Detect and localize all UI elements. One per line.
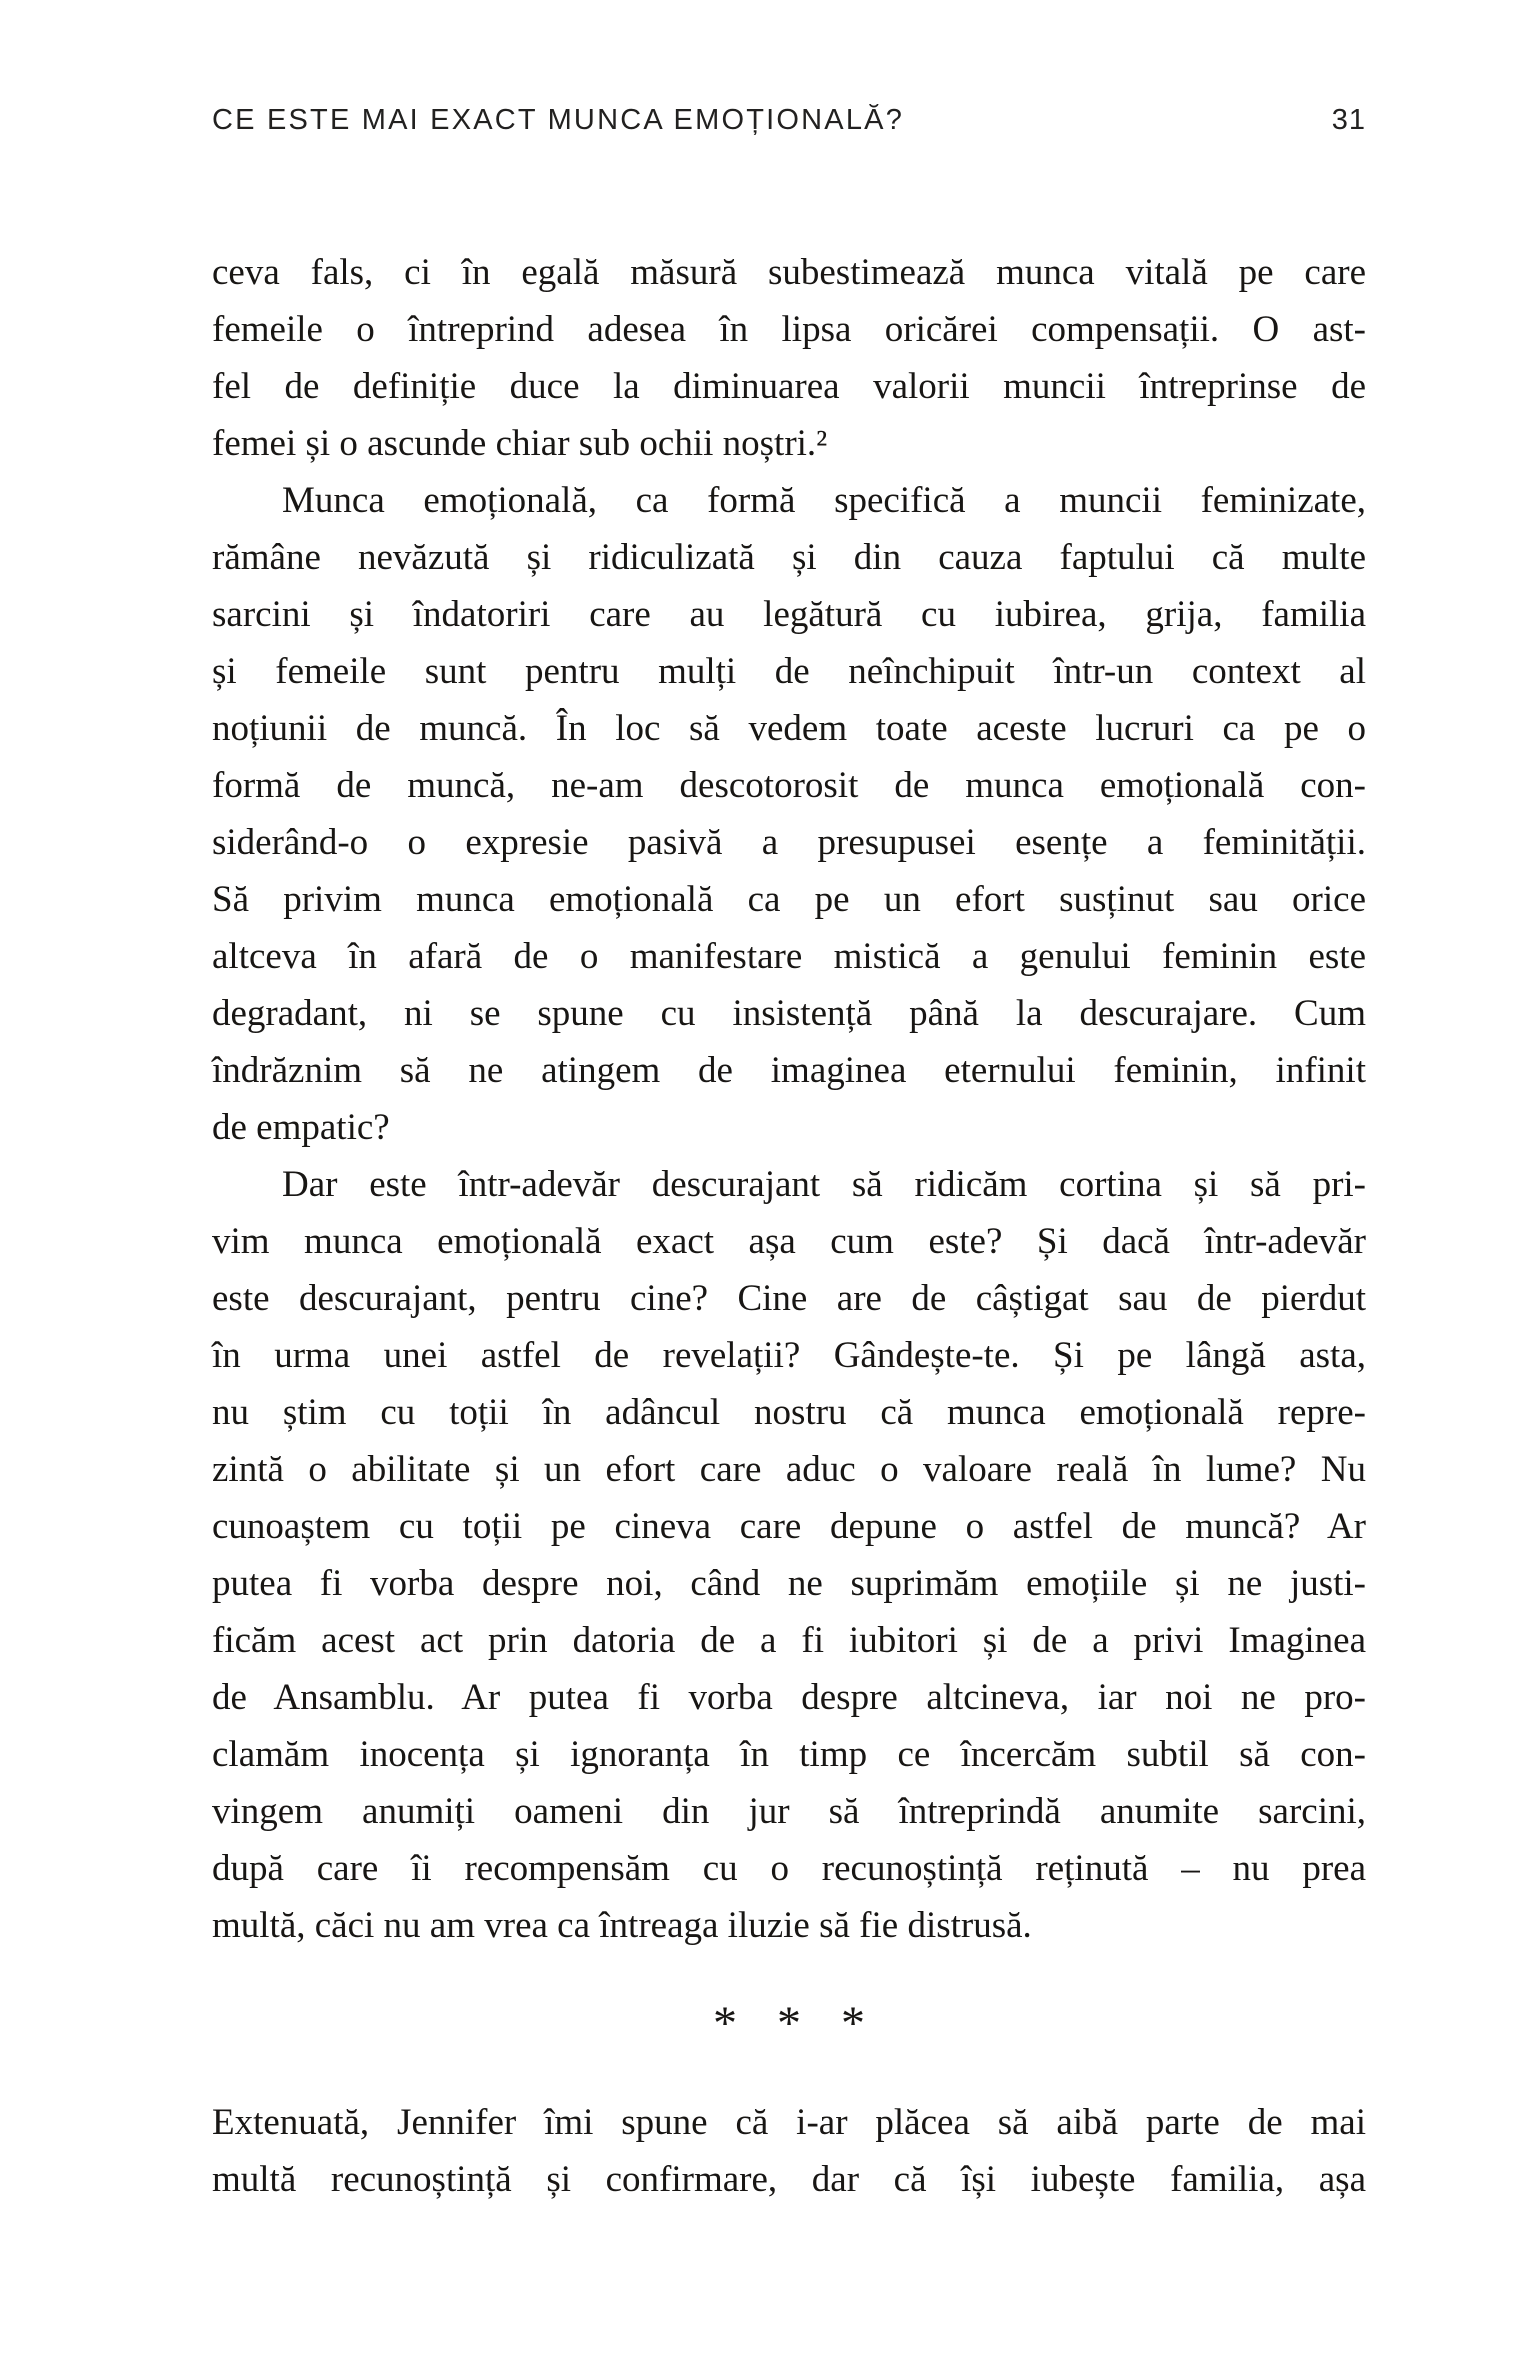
text-line: îndrăznim să ne atingem de imaginea eternului feminin, infinit xyxy=(212,1050,1366,1091)
text-line: degradant, ni se spune cu insistență până la descurajare. Cum xyxy=(212,993,1366,1034)
text-line: Să privim munca emoțională ca pe un efort susținut sau orice xyxy=(212,879,1366,920)
text-line: de empatic? xyxy=(212,1107,390,1148)
text-line: vingem anumiți oameni din jur să întreprindă anumite sarcini, xyxy=(212,1791,1366,1832)
text-line: ceva fals, ci în egală măsură subestimează munca vitală pe care xyxy=(212,252,1366,293)
text-line: altceva în afară de o manifestare mistică a genului feminin este xyxy=(212,936,1366,977)
text-line: de Ansamblu. Ar putea fi vorba despre altcineva, iar noi ne pro- xyxy=(212,1677,1366,1718)
text-line: și femeile sunt pentru mulți de neînchipuit într-un context al xyxy=(212,651,1366,692)
text-line: rămâne nevăzută și ridiculizată și din cauza faptului că multe xyxy=(212,537,1366,578)
text-line: în urma unei astfel de revelații? Gândește-te. Și pe lângă asta, xyxy=(212,1335,1366,1376)
text-line: siderând-o o expresie pasivă a presupusei esențe a feminității. xyxy=(212,822,1366,863)
text-line: multă recunoștință și confirmare, dar că își iubește familia, așa xyxy=(212,2159,1366,2200)
chapter-title: CE ESTE MAI EXACT MUNCA EMOȚIONALĂ? xyxy=(212,104,905,136)
text-line: zintă o abilitate și un efort care aduc o valoare reală în lume? Nu xyxy=(212,1449,1366,1490)
text-line: femei și o ascunde chiar sub ochii noștri.² xyxy=(212,423,828,464)
section-break-asterisks: * * * xyxy=(713,1997,879,2050)
text-line: cunoaștem cu toții pe cineva care depune o astfel de muncă? Ar xyxy=(212,1506,1366,1547)
running-header xyxy=(212,106,1366,135)
text-line: Munca emoțională, ca formă specifică a muncii feminizate, xyxy=(282,480,1366,521)
text-line: după care îi recompensăm cu o recunoștință reținută – nu prea xyxy=(212,1848,1366,1889)
text-line: multă, căci nu am vrea ca întreaga iluzie să fie distrusă. xyxy=(212,1905,1032,1946)
text-line: este descurajant, pentru cine? Cine are de câștigat sau de pierdut xyxy=(212,1278,1366,1319)
text-line: nu știm cu toții în adâncul nostru că munca emoțională repre- xyxy=(212,1392,1366,1433)
text-line: ficăm acest act prin datoria de a fi iubitori și de a privi Imaginea xyxy=(212,1620,1366,1661)
text-line: formă de muncă, ne-am descotorosit de munca emoțională con- xyxy=(212,765,1366,806)
text-line: clamăm inocența și ignoranța în timp ce încercăm subtil să con- xyxy=(212,1734,1366,1775)
text-line: Dar este într-adevăr descurajant să ridicăm cortina și să pri- xyxy=(282,1164,1366,1205)
page-number: 31 xyxy=(1331,104,1366,136)
text-line: vim munca emoțională exact așa cum este? Și dacă într-adevăr xyxy=(212,1221,1366,1262)
text-line: putea fi vorba despre noi, când ne suprimăm emoțiile și ne justi- xyxy=(212,1563,1366,1604)
text-line: femeile o întreprind adesea în lipsa oricărei compensații. O ast- xyxy=(212,309,1366,350)
body-text xyxy=(212,244,1366,2208)
section-break xyxy=(212,1954,1366,2094)
paragraph xyxy=(212,2094,1366,2208)
paragraph xyxy=(212,472,1366,1156)
paragraph xyxy=(212,1156,1366,1954)
text-line: sarcini și îndatoriri care au legătură cu iubirea, grija, familia xyxy=(212,594,1366,635)
paragraph xyxy=(212,244,1366,472)
text-line: Extenuată, Jennifer îmi spune că i-ar plăcea să aibă parte de mai xyxy=(212,2102,1366,2143)
text-line: noțiunii de muncă. În loc să vedem toate aceste lucruri ca pe o xyxy=(212,708,1366,749)
text-line: fel de definiție duce la diminuarea valorii muncii întreprinse de xyxy=(212,366,1366,407)
